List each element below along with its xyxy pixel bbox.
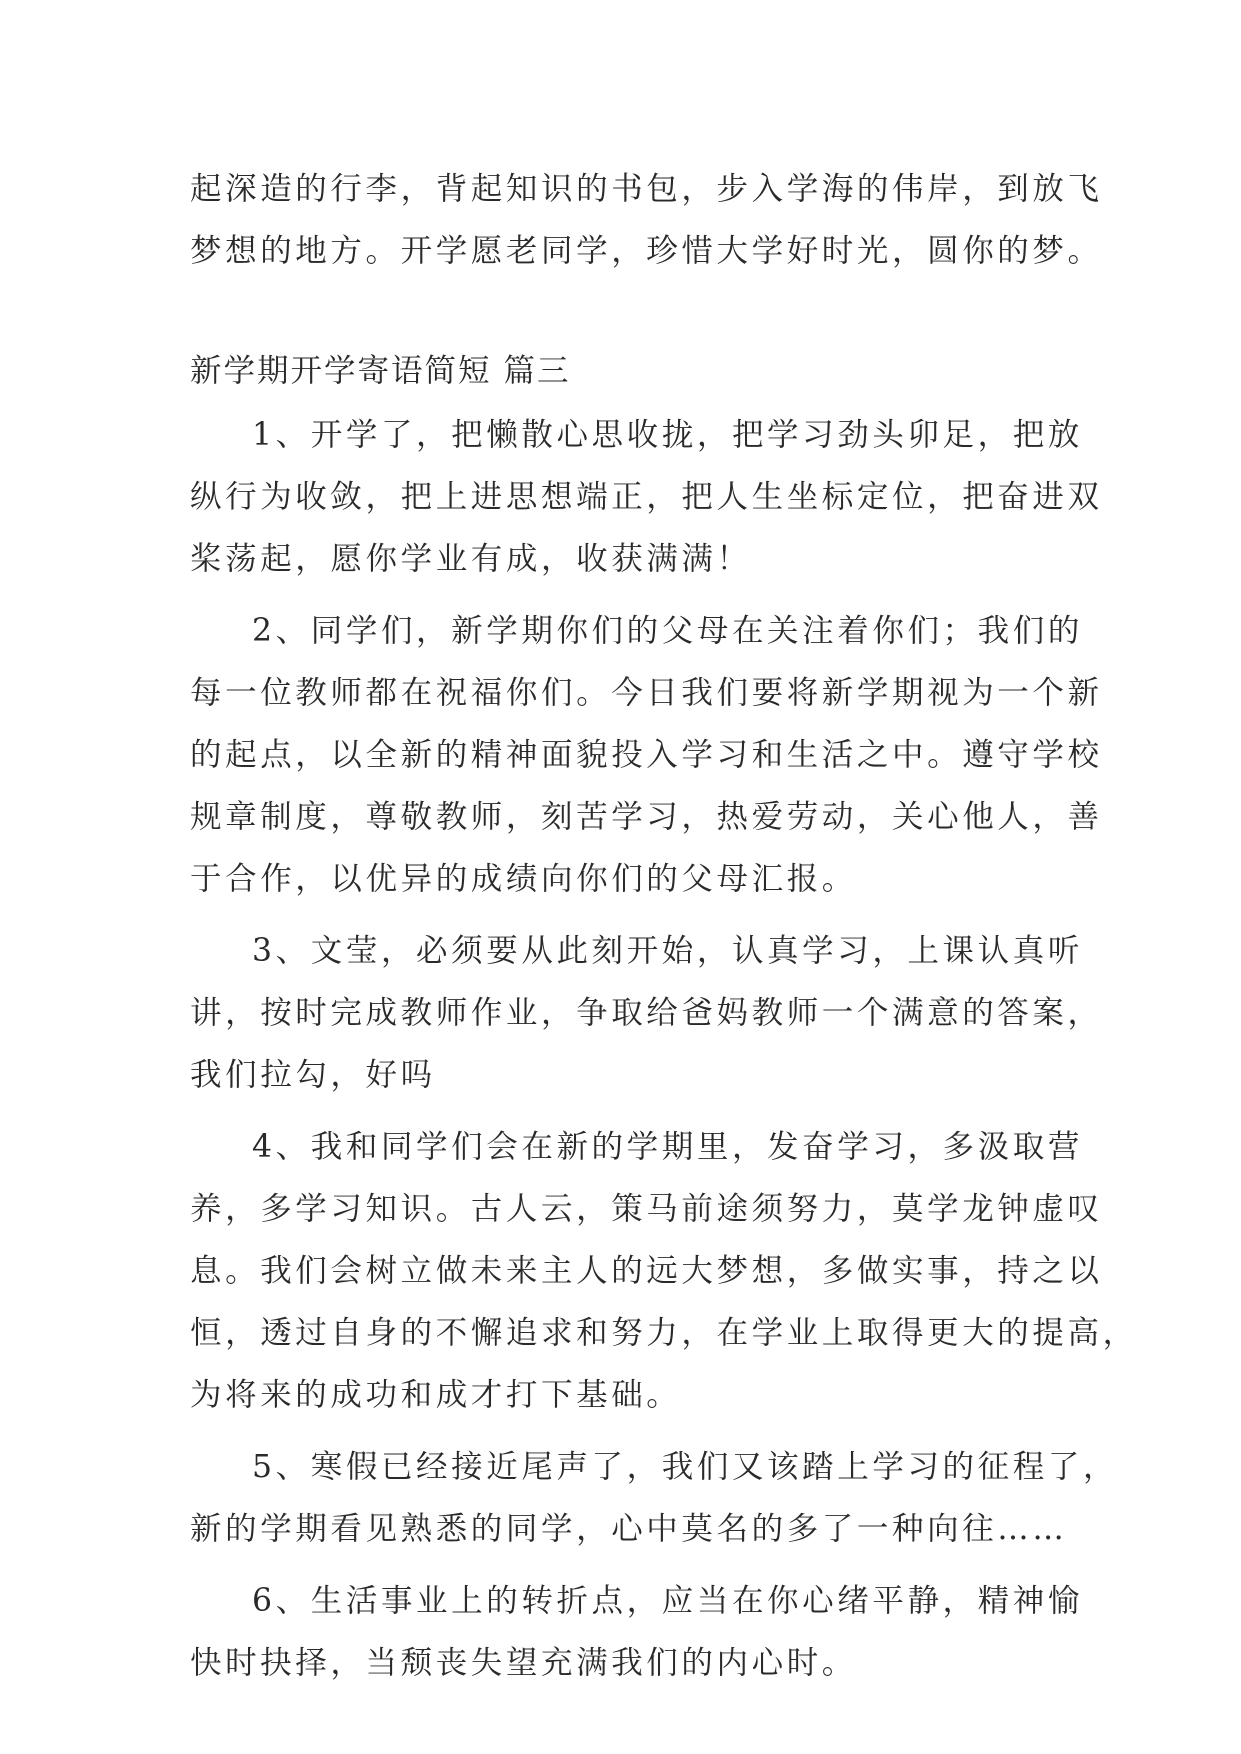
paragraph-4 — [190, 1116, 1138, 1426]
paragraph-1 — [190, 404, 1103, 590]
paragraph-5 — [190, 1436, 1119, 1560]
text-line: 起深造的行李，背起知识的书包，步入学海的伟岸，到放飞 — [190, 171, 1103, 207]
text-line: 恒，透过自身的不懈追求和努力，在学业上取得更大的提高， — [190, 1315, 1138, 1351]
text-line: 4、我和同学们会在新的学期里，发奋学习，多汲取营 — [252, 1129, 1083, 1165]
text-line: 为将来的成功和成才打下基础。 — [190, 1377, 682, 1413]
text-line: 桨荡起，愿你学业有成，收获满满！ — [190, 541, 752, 577]
text-line: 于合作，以优异的成绩向你们的父母汇报。 — [190, 861, 857, 897]
text-line: 2、同学们，新学期你们的父母在关注着你们；我们的 — [252, 613, 1083, 649]
text-line: 我们拉勾，好吗 — [190, 1057, 436, 1093]
section-title: 新学期开学寄语简短 篇三 — [190, 353, 571, 389]
text-line: 梦想的地方。开学愿老同学，珍惜大学好时光，圆你的梦。 — [190, 233, 1103, 269]
text-line: 规章制度，尊敬教师，刻苦学习，热爱劳动，关心他人，善 — [190, 799, 1103, 835]
text-line: 的起点，以全新的精神面貌投入学习和生活之中。遵守学校 — [190, 737, 1103, 773]
paragraph-2 — [190, 600, 1103, 910]
text-line: 每一位教师都在祝福你们。今日我们要将新学期视为一个新 — [190, 675, 1103, 711]
paragraph-6 — [190, 1570, 1083, 1694]
document-body — [190, 158, 1138, 1694]
text-line: 快时抉择，当颓丧失望充满我们的内心时。 — [190, 1645, 857, 1681]
text-line: 新的学期看见熟悉的同学，心中莫名的多了一种向往…… — [190, 1511, 1068, 1547]
text-line: 养，多学习知识。古人云，策马前途须努力，莫学龙钟虚叹 — [190, 1191, 1103, 1227]
text-line: 息。我们会树立做未来主人的远大梦想，多做实事，持之以 — [190, 1253, 1103, 1289]
text-line: 3、文莹，必须要从此刻开始，认真学习，上课认真听 — [252, 933, 1083, 969]
text-line: 1、开学了，把懒散心思收拢，把学习劲头卯足，把放 — [252, 417, 1083, 453]
section-heading-block — [190, 340, 1070, 402]
intro-paragraph — [190, 158, 1103, 282]
text-line: 5、寒假已经接近尾声了，我们又该踏上学习的征程了， — [252, 1449, 1119, 1485]
text-line: 纵行为收敛，把上进思想端正，把人生坐标定位，把奋进双 — [190, 479, 1103, 515]
text-line: 6、生活事业上的转折点，应当在你心绪平静，精神愉 — [252, 1583, 1083, 1619]
text-line: 讲，按时完成教师作业，争取给爸妈教师一个满意的答案， — [190, 995, 1103, 1031]
paragraph-3 — [190, 920, 1103, 1106]
